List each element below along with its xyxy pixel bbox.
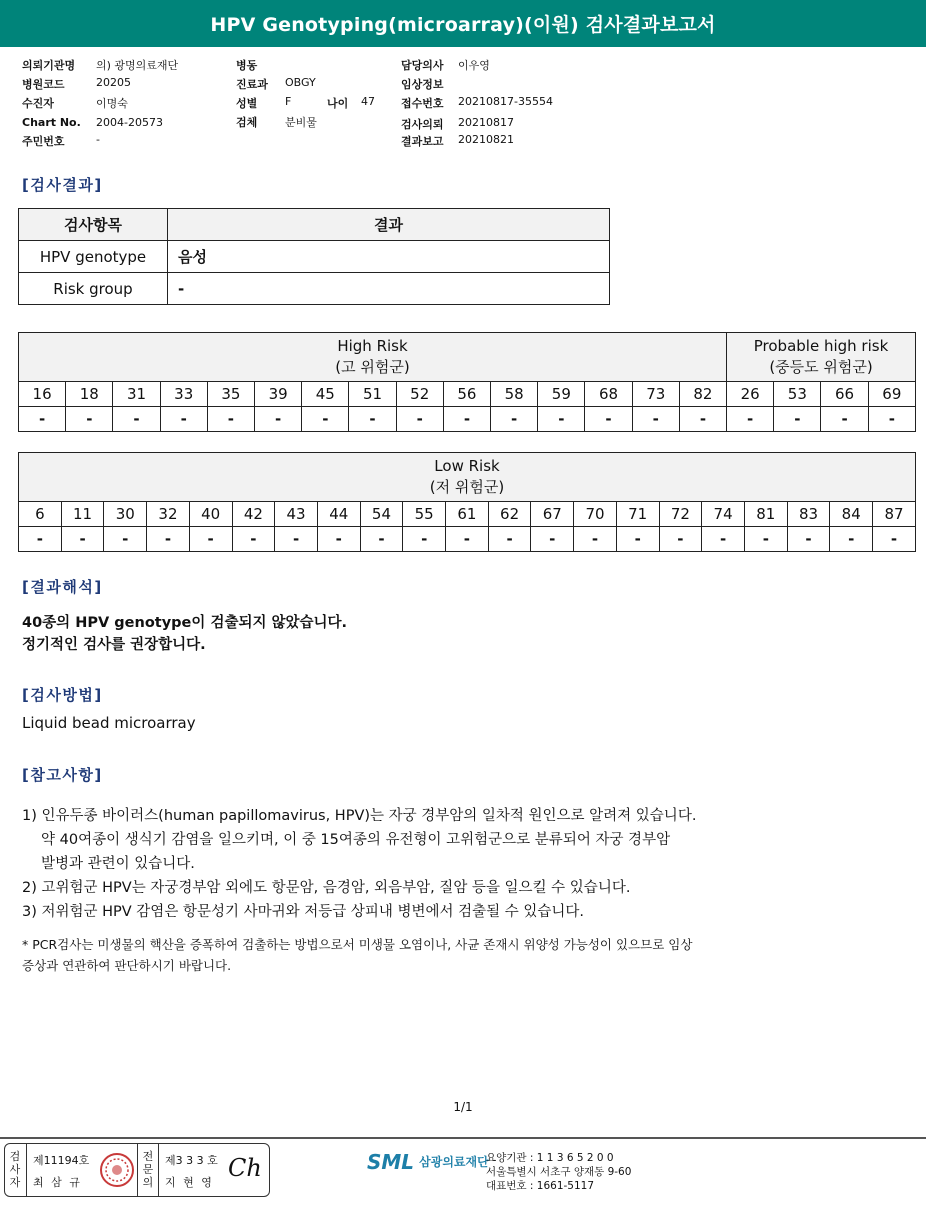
license-number: 제11194호 [33, 1154, 90, 1167]
genotype-result-cell: - [19, 527, 62, 552]
company-name: 삼광의료재단 [419, 1155, 489, 1169]
contact-line: 대표번호 : 1661-5117 [486, 1180, 595, 1192]
genotype-cell: 74 [702, 502, 745, 527]
result-table [18, 208, 610, 305]
genotype-result-cell: - [616, 527, 659, 552]
info-value: 이명숙 [96, 97, 128, 110]
genotype-cell: 11 [61, 502, 104, 527]
genotype-cell: 68 [585, 382, 632, 407]
genotype-result-cell: - [830, 527, 873, 552]
genotype-cell: 31 [113, 382, 160, 407]
interpretation-line: 정기적인 검사를 권장합니다. [22, 637, 206, 653]
high-risk-title: High Risk [337, 337, 408, 355]
genotype-result-cell: - [275, 527, 318, 552]
table-header: 결과 [168, 209, 610, 241]
note-line: 2) 고위험군 HPV는 자궁경부암 외에도 항문암, 음경암, 외음부암, 질암 등을 일으킬 수 있습니다. [22, 880, 631, 896]
info-label: 성별 [236, 97, 258, 110]
genotype-result-cell: - [702, 527, 745, 552]
footnote-line: 증상과 연관하여 판단하시기 바랍니다. [22, 958, 232, 973]
table-row [19, 273, 610, 305]
genotype-cell: 52 [396, 382, 443, 407]
handwritten-signature: Ch [228, 1154, 262, 1182]
signer-name: 지 현 영 [165, 1176, 214, 1189]
genotype-result-cell: - [873, 527, 916, 552]
genotype-cell: 81 [744, 502, 787, 527]
info-label: 병동 [236, 59, 258, 72]
method-text: Liquid bead microarray [22, 714, 196, 732]
report-title: HPV Genotyping(microarray)(이원) 검사결과보고서 [210, 14, 716, 36]
genotype-cell: 53 [774, 382, 821, 407]
contact-line: 요양기관 : 1 1 3 6 5 2 0 0 [486, 1152, 614, 1164]
probable-risk-header [727, 333, 916, 382]
info-value: - [96, 133, 100, 146]
genotype-cell: 84 [830, 502, 873, 527]
info-label: 의뢰기관명 [22, 59, 76, 72]
genotype-result-cell: - [787, 527, 830, 552]
genotype-result-cell: - [443, 407, 490, 432]
info-value: 20205 [96, 76, 131, 89]
page-number: 1/1 [453, 1100, 473, 1114]
seal-icon [99, 1152, 135, 1188]
info-value: 이우영 [458, 59, 490, 72]
genotype-cell: 56 [443, 382, 490, 407]
table-header-row [19, 209, 610, 241]
info-value: 20210817 [458, 116, 514, 129]
license-number: 제3 3 3 호 [165, 1154, 218, 1167]
genotype-result-cell: - [774, 407, 821, 432]
company-logo [367, 1150, 489, 1174]
info-label: 진료과 [236, 78, 268, 91]
notes-list [22, 804, 696, 924]
low-risk-header [19, 453, 916, 502]
genotype-result-cell: - [19, 407, 66, 432]
high-risk-subtitle: (고 위험군) [335, 358, 410, 376]
genotype-cell: 43 [275, 502, 318, 527]
info-value: 2004-20573 [96, 116, 163, 129]
genotype-result-cell: - [189, 527, 232, 552]
divider [26, 1144, 27, 1196]
info-label: 임상정보 [401, 78, 444, 91]
genotype-result-cell: - [232, 527, 275, 552]
genotype-result-cell: - [574, 527, 617, 552]
result-item: HPV genotype [19, 241, 168, 273]
section-title-notes: [참고사항] [22, 766, 103, 784]
genotype-cell: 58 [491, 382, 538, 407]
interpretation-prefix: 40종의 [22, 615, 76, 631]
genotype-cell: 62 [488, 502, 531, 527]
info-label: 주민번호 [22, 135, 65, 148]
info-value: 20210821 [458, 133, 514, 146]
divider [158, 1144, 159, 1196]
info-value: 47 [361, 95, 375, 108]
company-contact [486, 1151, 631, 1193]
contact-line: 서울특별시 서초구 양재동 9-60 [486, 1166, 632, 1178]
signer-role: 검사자 [9, 1150, 21, 1189]
table-row [19, 241, 610, 273]
divider [137, 1144, 138, 1196]
genotype-cell: 70 [574, 502, 617, 527]
genotype-cell: 51 [349, 382, 396, 407]
genotype-cell: 42 [232, 502, 275, 527]
genotype-cell: 73 [632, 382, 679, 407]
genotype-result-cell: - [302, 407, 349, 432]
genotype-result-cell: - [632, 407, 679, 432]
genotype-cell: 67 [531, 502, 574, 527]
genotype-result-cell: - [255, 407, 302, 432]
genotype-cell: 16 [19, 382, 66, 407]
genotype-cell: 61 [446, 502, 489, 527]
section-title-interpretation: [결과해석] [22, 578, 103, 596]
company-logo-mark: SML [367, 1150, 415, 1174]
high-risk-header [19, 333, 727, 382]
info-value: 의) 광명의료재단 [96, 59, 179, 72]
genotype-result-cell: - [317, 527, 360, 552]
result-item: Risk group [19, 273, 168, 305]
info-label: 검사의뢰 [401, 118, 444, 131]
low-risk-title: Low Risk [434, 457, 500, 475]
info-label: 나이 [327, 97, 349, 110]
signer-name: 최 삼 규 [33, 1176, 82, 1189]
genotype-cell: 44 [317, 502, 360, 527]
note-line: 약 40여종이 생식기 감염을 일으키며, 이 중 15여종의 유전형이 고위험군으로 분류되어 자궁 경부암 [41, 832, 671, 848]
table-header: 검사항목 [19, 209, 168, 241]
genotype-result-cell: - [396, 407, 443, 432]
interpretation-line [22, 612, 347, 634]
genotype-cell: 66 [821, 382, 868, 407]
report-title-bar [0, 0, 926, 47]
result-value: 음성 [168, 241, 610, 273]
info-label: 담당의사 [401, 59, 444, 72]
info-label: 결과보고 [401, 135, 444, 148]
interpretation-genotype: HPV genotype [75, 615, 192, 631]
genotype-result-row [19, 407, 916, 432]
genotype-cell: 26 [727, 382, 774, 407]
genotype-result-cell: - [446, 527, 489, 552]
genotype-result-cell: - [61, 527, 104, 552]
genotype-result-cell: - [113, 407, 160, 432]
genotype-result-cell: - [491, 407, 538, 432]
genotype-cell: 33 [160, 382, 207, 407]
genotype-cell: 87 [873, 502, 916, 527]
genotype-result-cell: - [488, 527, 531, 552]
info-value: F [285, 95, 292, 108]
genotype-result-cell: - [147, 527, 190, 552]
genotype-result-row [19, 527, 916, 552]
genotype-result-cell: - [821, 407, 868, 432]
genotype-cell: 69 [868, 382, 915, 407]
section-title-results: [검사결과] [22, 176, 103, 194]
genotype-cell: 54 [360, 502, 403, 527]
genotype-cell: 30 [104, 502, 147, 527]
info-label: 검체 [236, 116, 258, 129]
genotype-cell: 6 [19, 502, 62, 527]
genotype-result-cell: - [207, 407, 254, 432]
info-label: Chart No. [22, 116, 81, 129]
genotype-result-cell: - [160, 407, 207, 432]
genotype-result-cell: - [66, 407, 113, 432]
note-line: 3) 저위험군 HPV 감염은 항문성기 사마귀와 저등급 상피내 병변에서 검출될 수 있습니다. [22, 904, 584, 920]
genotype-cell: 39 [255, 382, 302, 407]
low-risk-subtitle: (저 위험군) [429, 478, 505, 496]
genotype-result-cell: - [538, 407, 585, 432]
genotype-cell: 35 [207, 382, 254, 407]
low-risk-table [18, 452, 916, 552]
genotype-row [19, 382, 916, 407]
genotype-result-cell: - [868, 407, 915, 432]
genotype-cell: 32 [147, 502, 190, 527]
genotype-result-cell: - [349, 407, 396, 432]
genotype-cell: 72 [659, 502, 702, 527]
info-label: 수진자 [22, 97, 54, 110]
probable-risk-title: Probable high risk [753, 337, 889, 355]
genotype-result-cell: - [659, 527, 702, 552]
footnote [22, 934, 692, 976]
genotype-row [19, 502, 916, 527]
info-value: 20210817-35554 [458, 95, 553, 108]
genotype-cell: 45 [302, 382, 349, 407]
signer-role: 전문의 [142, 1150, 154, 1189]
genotype-cell: 40 [189, 502, 232, 527]
section-title-method: [검사방법] [22, 686, 103, 704]
genotype-cell: 71 [616, 502, 659, 527]
genotype-result-cell: - [679, 407, 726, 432]
genotype-result-cell: - [727, 407, 774, 432]
result-value: - [168, 273, 610, 305]
footnote-line: * PCR검사는 미생물의 핵산을 증폭하여 검출하는 방법으로서 미생물 오염이나, 사균 존재시 위양성 가능성이 있으므로 임상 [22, 937, 693, 952]
patient-info [0, 55, 926, 155]
info-label: 병원코드 [22, 78, 65, 91]
genotype-result-cell: - [403, 527, 446, 552]
genotype-cell: 82 [679, 382, 726, 407]
genotype-result-cell: - [360, 527, 403, 552]
high-risk-table [18, 332, 916, 432]
info-label: 접수번호 [401, 97, 444, 110]
genotype-result-cell: - [104, 527, 147, 552]
interpretation-suffix: 이 검출되지 않았습니다. [191, 615, 348, 631]
signature-box [4, 1143, 270, 1197]
genotype-result-cell: - [531, 527, 574, 552]
probable-risk-subtitle: (중등도 위험군) [769, 358, 873, 376]
genotype-cell: 55 [403, 502, 446, 527]
genotype-cell: 83 [787, 502, 830, 527]
genotype-result-cell: - [585, 407, 632, 432]
genotype-result-cell: - [744, 527, 787, 552]
info-value: 분비물 [285, 116, 317, 129]
genotype-cell: 59 [538, 382, 585, 407]
note-line: 1) 인유두종 바이러스(human papillomavirus, HPV)는 자궁 경부암의 일차적 원인으로 알려져 있습니다. [22, 808, 697, 824]
interpretation-text [22, 612, 347, 656]
footer-divider [0, 1137, 926, 1139]
genotype-cell: 18 [66, 382, 113, 407]
note-line: 발병과 관련이 있습니다. [41, 856, 195, 872]
info-value: OBGY [285, 76, 316, 89]
